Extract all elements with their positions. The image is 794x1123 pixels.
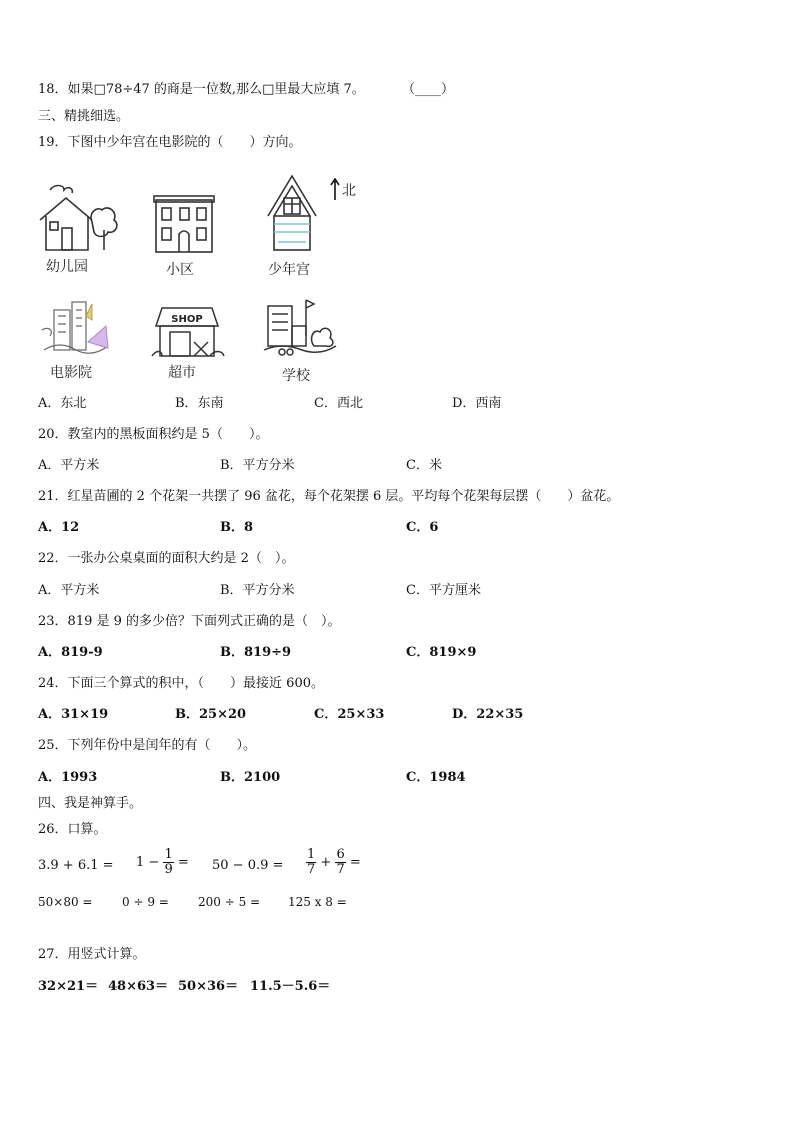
label-school: 学校 [282, 368, 310, 384]
q20-option-a[interactable]: A．平方米 [38, 458, 100, 473]
section-3-heading: 三、精挑细选。 [38, 109, 130, 124]
q23-text: 23．819 是 9 的多少倍？下面列式正确的是（ ）。 [38, 614, 341, 629]
q25-option-a[interactable]: A．1993 [38, 770, 98, 785]
q20-text: 20．教室内的黑板面积约是 5（ ）。 [38, 427, 269, 442]
q26-text: 26．口算。 [38, 822, 107, 837]
q21-option-c[interactable]: C．6 [406, 520, 439, 535]
youth-palace-icon [262, 172, 322, 256]
mental-calc-7: 200 ÷ 5 = [198, 895, 261, 909]
q24-option-b[interactable]: B．25×20 [175, 707, 247, 722]
q24-option-a[interactable]: A．31×19 [38, 707, 109, 722]
q24-option-d[interactable]: D．22×35 [452, 707, 524, 722]
fraction-denominator: 7 [307, 862, 316, 877]
kindergarten-house-icon [36, 180, 118, 254]
q19-option-a[interactable]: A．东北 [38, 396, 87, 411]
q24-option-c[interactable]: C．25×33 [314, 707, 385, 722]
fraction-numerator: 6 [336, 847, 345, 862]
fraction-denominator: 7 [336, 862, 345, 877]
mental-calc-8: 125 x 8 = [288, 895, 347, 909]
school-icon [262, 296, 338, 360]
q19-text: 19．下图中少年宫在电影院的（ ）方向。 [38, 135, 302, 150]
vertical-calc-1: 32×21＝ [38, 979, 99, 994]
north-label: 北 [342, 183, 356, 199]
shop-sign: SHOP [171, 314, 203, 325]
label-youth-palace: 少年宫 [268, 262, 310, 278]
q22-option-c[interactable]: C．平方厘米 [406, 583, 481, 598]
q22-text: 22．一张办公桌桌面的面积大约是 2（ ）。 [38, 551, 295, 566]
cinema-buildings-icon [40, 296, 112, 360]
mental-calc-2-prefix: 1 − [136, 855, 160, 870]
label-residential-area: 小区 [166, 262, 194, 278]
q21-option-a[interactable]: A．12 [38, 520, 80, 535]
mental-calc-3: 50 − 0.9 = [212, 858, 284, 873]
mental-calc-4-equals: = [349, 855, 361, 870]
label-cinema: 电影院 [50, 365, 92, 381]
residential-building-icon [152, 192, 216, 254]
mental-calc-6: 0 ÷ 9 = [122, 895, 169, 909]
mental-calc-2-fraction [163, 848, 173, 877]
mental-calc-1: 3.9 + 6.1 = [38, 858, 114, 873]
q27-text: 27．用竖式计算。 [38, 947, 146, 962]
fraction-denominator: 9 [164, 862, 173, 877]
q24-text: 24．下面三个算式的积中，（ ）最接近 600。 [38, 676, 324, 691]
fraction-numerator: 1 [307, 847, 316, 862]
q22-option-a[interactable]: A．平方米 [38, 583, 100, 598]
q25-option-b[interactable]: B．2100 [220, 770, 281, 785]
q23-option-c[interactable]: C．819×9 [406, 645, 477, 660]
north-arrow-icon [330, 178, 340, 200]
q23-option-a[interactable]: A．819-9 [38, 645, 103, 660]
vertical-calc-3: 50×36＝ [178, 979, 239, 994]
vertical-calc-4: 11.5－5.6＝ [250, 979, 331, 994]
q20-option-c[interactable]: C．米 [406, 458, 442, 473]
q21-text: 21．红星苗圃的 2 个花架一共摆了 96 盆花，每个花架摆 6 层。平均每个花架每层摆（ ）盆花。 [38, 489, 620, 504]
section-4-heading: 四、我是神算手。 [38, 796, 143, 811]
mental-calc-4-fraction-1 [306, 848, 316, 877]
q21-option-b[interactable]: B．8 [220, 520, 254, 535]
q25-option-c[interactable]: C．1984 [406, 770, 466, 785]
q25-text: 25．下列年份中是闰年的有（ ）。 [38, 738, 257, 753]
q19-option-b[interactable]: B．东南 [175, 396, 224, 411]
supermarket-shop-icon [150, 298, 226, 360]
vertical-calc-2: 48×63＝ [108, 979, 169, 994]
fraction-numerator: 1 [164, 847, 173, 862]
label-supermarket: 超市 [168, 365, 196, 381]
q23-option-b[interactable]: B．819÷9 [220, 645, 292, 660]
label-kindergarten: 幼儿园 [46, 259, 88, 275]
q18-answer-blank[interactable]: （____） [402, 82, 455, 97]
mental-calc-5: 50×80 = [38, 895, 93, 909]
q19-option-d[interactable]: D．西南 [452, 396, 502, 411]
mental-calc-2 [136, 848, 189, 877]
q20-option-b[interactable]: B．平方分米 [220, 458, 295, 473]
q19-option-c[interactable]: C．西北 [314, 396, 363, 411]
mental-calc-4 [306, 848, 361, 877]
mental-calc-4-plus: + [320, 855, 332, 870]
mental-calc-2-equals: = [177, 855, 189, 870]
q22-option-b[interactable]: B．平方分米 [220, 583, 295, 598]
mental-calc-4-fraction-2 [335, 848, 345, 877]
q18-text: 18．如果□78÷47 的商是一位数,那么□里最大应填 7。 [38, 82, 365, 97]
